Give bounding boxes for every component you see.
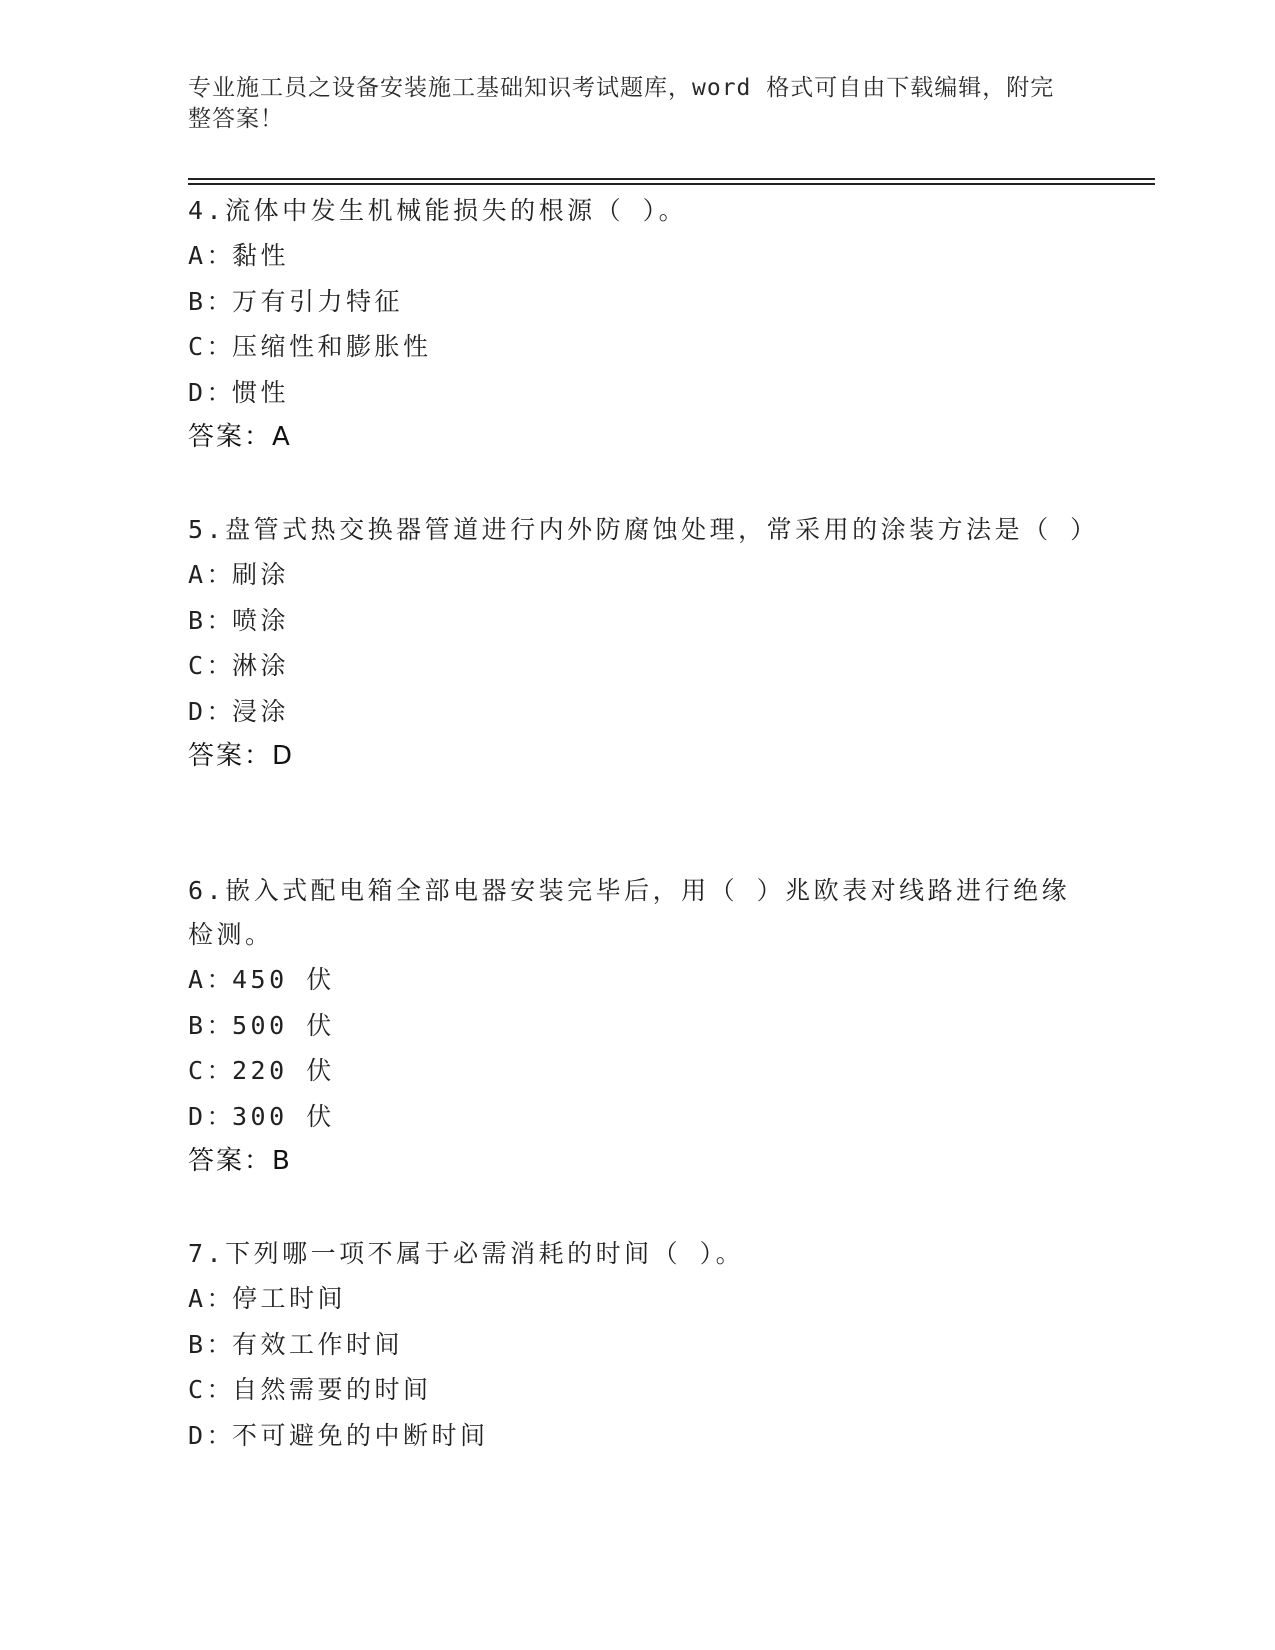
option-label: B： xyxy=(188,1329,236,1359)
question-text: 4.流体中发生机械能损失的根源（ ）。 xyxy=(188,196,688,225)
option-text: 刷涂 xyxy=(232,560,290,589)
option-d xyxy=(188,689,1088,735)
option-label: C： xyxy=(188,332,236,361)
option-b xyxy=(188,279,1088,325)
option-text: 有效工作时间 xyxy=(232,1329,404,1359)
option-c xyxy=(188,1048,1088,1094)
option-d xyxy=(188,370,1088,416)
option-label: D： xyxy=(188,1101,236,1131)
option-label: B： xyxy=(188,605,236,635)
option-label: C： xyxy=(188,1056,236,1085)
header-divider-top xyxy=(188,178,1155,180)
option-label: A： xyxy=(188,241,236,270)
option-text: 浸涂 xyxy=(232,696,290,726)
header-divider-bottom xyxy=(188,183,1155,185)
option-label: D： xyxy=(188,1420,236,1450)
answer-line: 答案：B xyxy=(188,1146,292,1176)
document-header: 专业施工员之设备安装施工基础知识考试题库，word 格式可自由下载编辑，附完整答案！ xyxy=(188,75,1055,132)
option-label: A： xyxy=(188,965,236,994)
option-text: 450 伏 xyxy=(232,965,335,994)
option-a xyxy=(188,233,1088,279)
option-text: 淋涂 xyxy=(232,651,290,680)
option-a xyxy=(188,957,1088,1003)
option-b xyxy=(188,1322,1088,1368)
option-label: A： xyxy=(188,560,236,589)
option-c xyxy=(188,1367,1088,1413)
option-text: 惯性 xyxy=(232,377,290,407)
option-text: 300 伏 xyxy=(232,1101,335,1131)
option-text: 自然需要的时间 xyxy=(232,1375,432,1404)
option-label: B： xyxy=(188,1010,236,1040)
option-label: B： xyxy=(188,286,236,316)
option-text: 500 伏 xyxy=(232,1010,335,1040)
question-text: 6.嵌入式配电箱全部电器安装完毕后，用（ ）兆欧表对线路进行绝缘检测。 xyxy=(188,876,1071,949)
option-label: C： xyxy=(188,651,236,680)
option-text: 万有引力特征 xyxy=(232,286,404,316)
option-b xyxy=(188,598,1088,644)
option-label: C： xyxy=(188,1375,236,1404)
option-c xyxy=(188,324,1088,370)
option-d xyxy=(188,1094,1088,1140)
question-text: 7.下列哪一项不属于必需消耗的时间（ ）。 xyxy=(188,1239,745,1268)
question-block xyxy=(188,189,1088,460)
option-a xyxy=(188,1276,1088,1322)
option-c xyxy=(188,643,1088,689)
answer-line: 答案：A xyxy=(188,422,292,452)
option-text: 压缩性和膨胀性 xyxy=(232,332,432,361)
option-text: 黏性 xyxy=(232,241,290,270)
option-text: 220 伏 xyxy=(232,1056,335,1085)
option-label: D： xyxy=(188,377,236,407)
option-text: 喷涂 xyxy=(232,605,290,635)
question-block xyxy=(188,1232,1088,1458)
option-b xyxy=(188,1003,1088,1049)
option-text: 停工时间 xyxy=(232,1284,347,1313)
option-label: D： xyxy=(188,696,236,726)
option-label: A： xyxy=(188,1284,236,1313)
answer-line: 答案：D xyxy=(188,741,295,771)
option-d xyxy=(188,1413,1088,1459)
question-text: 5.盘管式热交换器管道进行内外防腐蚀处理，常采用的涂装方法是（ ） xyxy=(188,515,1099,544)
question-block xyxy=(188,869,1088,1184)
option-a xyxy=(188,552,1088,598)
option-text: 不可避免的中断时间 xyxy=(232,1420,489,1450)
question-block xyxy=(188,508,1099,779)
